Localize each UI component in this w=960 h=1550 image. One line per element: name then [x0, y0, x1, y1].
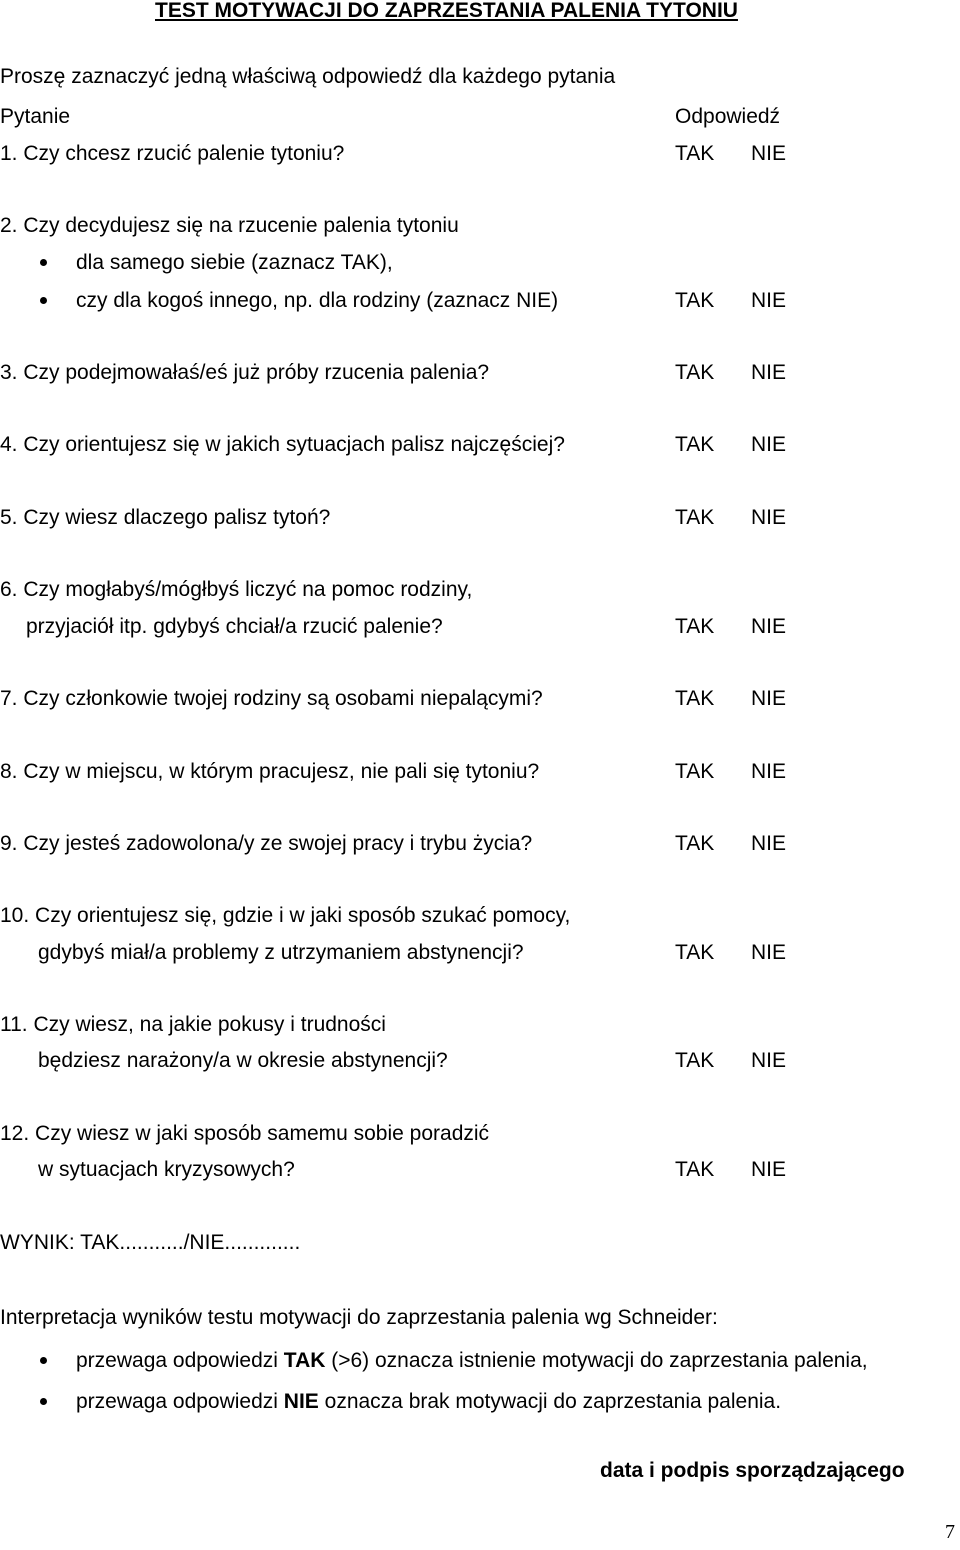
q12-yes-option[interactable]: TAK	[675, 1158, 715, 1181]
question-7: 7. Czy członkowie twojej rodziny są osobami niepalącymi?	[0, 687, 543, 710]
question-10-continued: gdybyś miał/a problemy z utrzymaniem abstynencji?	[38, 941, 524, 964]
q11-no-option[interactable]: NIE	[751, 1049, 787, 1072]
question-6-continued: przyjaciół itp. gdybyś chciał/a rzucić palenie?	[26, 615, 443, 638]
question-column-header: Pytanie	[0, 105, 71, 128]
q6-yes-option[interactable]: TAK	[675, 615, 715, 638]
question-6: 6. Czy mogłabyś/mógłbyś liczyć na pomoc rodziny,	[0, 578, 473, 601]
interpretation-key-yes: TAK	[283, 1349, 326, 1372]
q9-yes-option[interactable]: TAK	[675, 832, 715, 855]
question-12-continued: w sytuacjach kryzysowych?	[38, 1158, 295, 1181]
question-1: 1. Czy chcesz rzucić palenie tytoniu?	[0, 142, 345, 165]
q5-no-option[interactable]: NIE	[751, 506, 787, 529]
q2-no-option[interactable]: NIE	[751, 289, 787, 312]
q10-yes-option[interactable]: TAK	[675, 941, 715, 964]
interpretation-item-prefix: przewaga odpowiedzi	[76, 1349, 284, 1372]
bullet-icon	[40, 297, 47, 304]
interpretation-item-yes	[76, 1350, 868, 1371]
q3-no-option[interactable]: NIE	[751, 361, 787, 384]
question-4: 4. Czy orientujesz się w jakich sytuacjach palisz najczęściej?	[0, 433, 565, 456]
q1-yes-option[interactable]: TAK	[675, 142, 715, 165]
q8-no-option[interactable]: NIE	[751, 760, 787, 783]
q4-no-option[interactable]: NIE	[751, 433, 787, 456]
interpretation-key-no: NIE	[283, 1390, 319, 1413]
bullet-icon	[40, 259, 47, 266]
question-9: 9. Czy jesteś zadowolona/y ze swojej pracy i trybu życia?	[0, 832, 533, 855]
interpretation-item-suffix: oznacza brak motywacji do zaprzestania palenia.	[318, 1390, 782, 1413]
page-number: 7	[945, 1521, 955, 1543]
bullet-icon	[40, 1357, 47, 1364]
q9-no-option[interactable]: NIE	[751, 832, 787, 855]
question-3: 3. Czy podejmowałaś/eś już próby rzucenia palenia?	[0, 361, 490, 384]
interpretation-item-suffix: (>6) oznacza istnienie motywacji do zaprzestania palenia,	[325, 1349, 868, 1372]
interpretation-item-no	[76, 1391, 781, 1412]
result-line: WYNIK: TAK.........../NIE.............	[0, 1231, 301, 1254]
q8-yes-option[interactable]: TAK	[675, 760, 715, 783]
interpretation-heading: Interpretacja wyników testu motywacji do zaprzestania palenia wg Schneider:	[0, 1306, 718, 1329]
document-title: TEST MOTYWACJI DO ZAPRZESTANIA PALENIA TYTONIU	[155, 0, 738, 22]
question-8: 8. Czy w miejscu, w którym pracujesz, nie pali się tytoniu?	[0, 760, 540, 783]
question-12: 12. Czy wiesz w jaki sposób samemu sobie poradzić	[0, 1122, 490, 1145]
question-5: 5. Czy wiesz dlaczego palisz tytoń?	[0, 506, 331, 529]
question-10: 10. Czy orientujesz się, gdzie i w jaki sposób szukać pomocy,	[0, 904, 571, 927]
question-2-option-others: czy dla kogoś innego, np. dla rodziny (zaznacz NIE)	[76, 289, 559, 312]
question-11: 11. Czy wiesz, na jakie pokusy i trudności	[0, 1013, 386, 1036]
q3-yes-option[interactable]: TAK	[675, 361, 715, 384]
question-2: 2. Czy decydujesz się na rzucenie palenia tytoniu	[0, 214, 459, 237]
q5-yes-option[interactable]: TAK	[675, 506, 715, 529]
question-2-option-self: dla samego siebie (zaznacz TAK),	[76, 251, 393, 274]
instruction-text: Proszę zaznaczyć jedną właściwą odpowiedź dla każdego pytania	[0, 65, 616, 88]
answer-column-header: Odpowiedź	[675, 105, 781, 128]
q11-yes-option[interactable]: TAK	[675, 1049, 715, 1072]
q7-yes-option[interactable]: TAK	[675, 687, 715, 710]
q12-no-option[interactable]: NIE	[751, 1158, 787, 1181]
q4-yes-option[interactable]: TAK	[675, 433, 715, 456]
q6-no-option[interactable]: NIE	[751, 615, 787, 638]
question-11-continued: będziesz narażony/a w okresie abstynencji?	[38, 1049, 448, 1072]
q7-no-option[interactable]: NIE	[751, 687, 787, 710]
q2-yes-option[interactable]: TAK	[675, 289, 715, 312]
q10-no-option[interactable]: NIE	[751, 941, 787, 964]
bullet-icon	[40, 1398, 47, 1405]
interpretation-item-prefix: przewaga odpowiedzi	[76, 1390, 284, 1413]
q1-no-option[interactable]: NIE	[751, 142, 787, 165]
signature-label: data i podpis sporządzającego	[600, 1459, 905, 1482]
